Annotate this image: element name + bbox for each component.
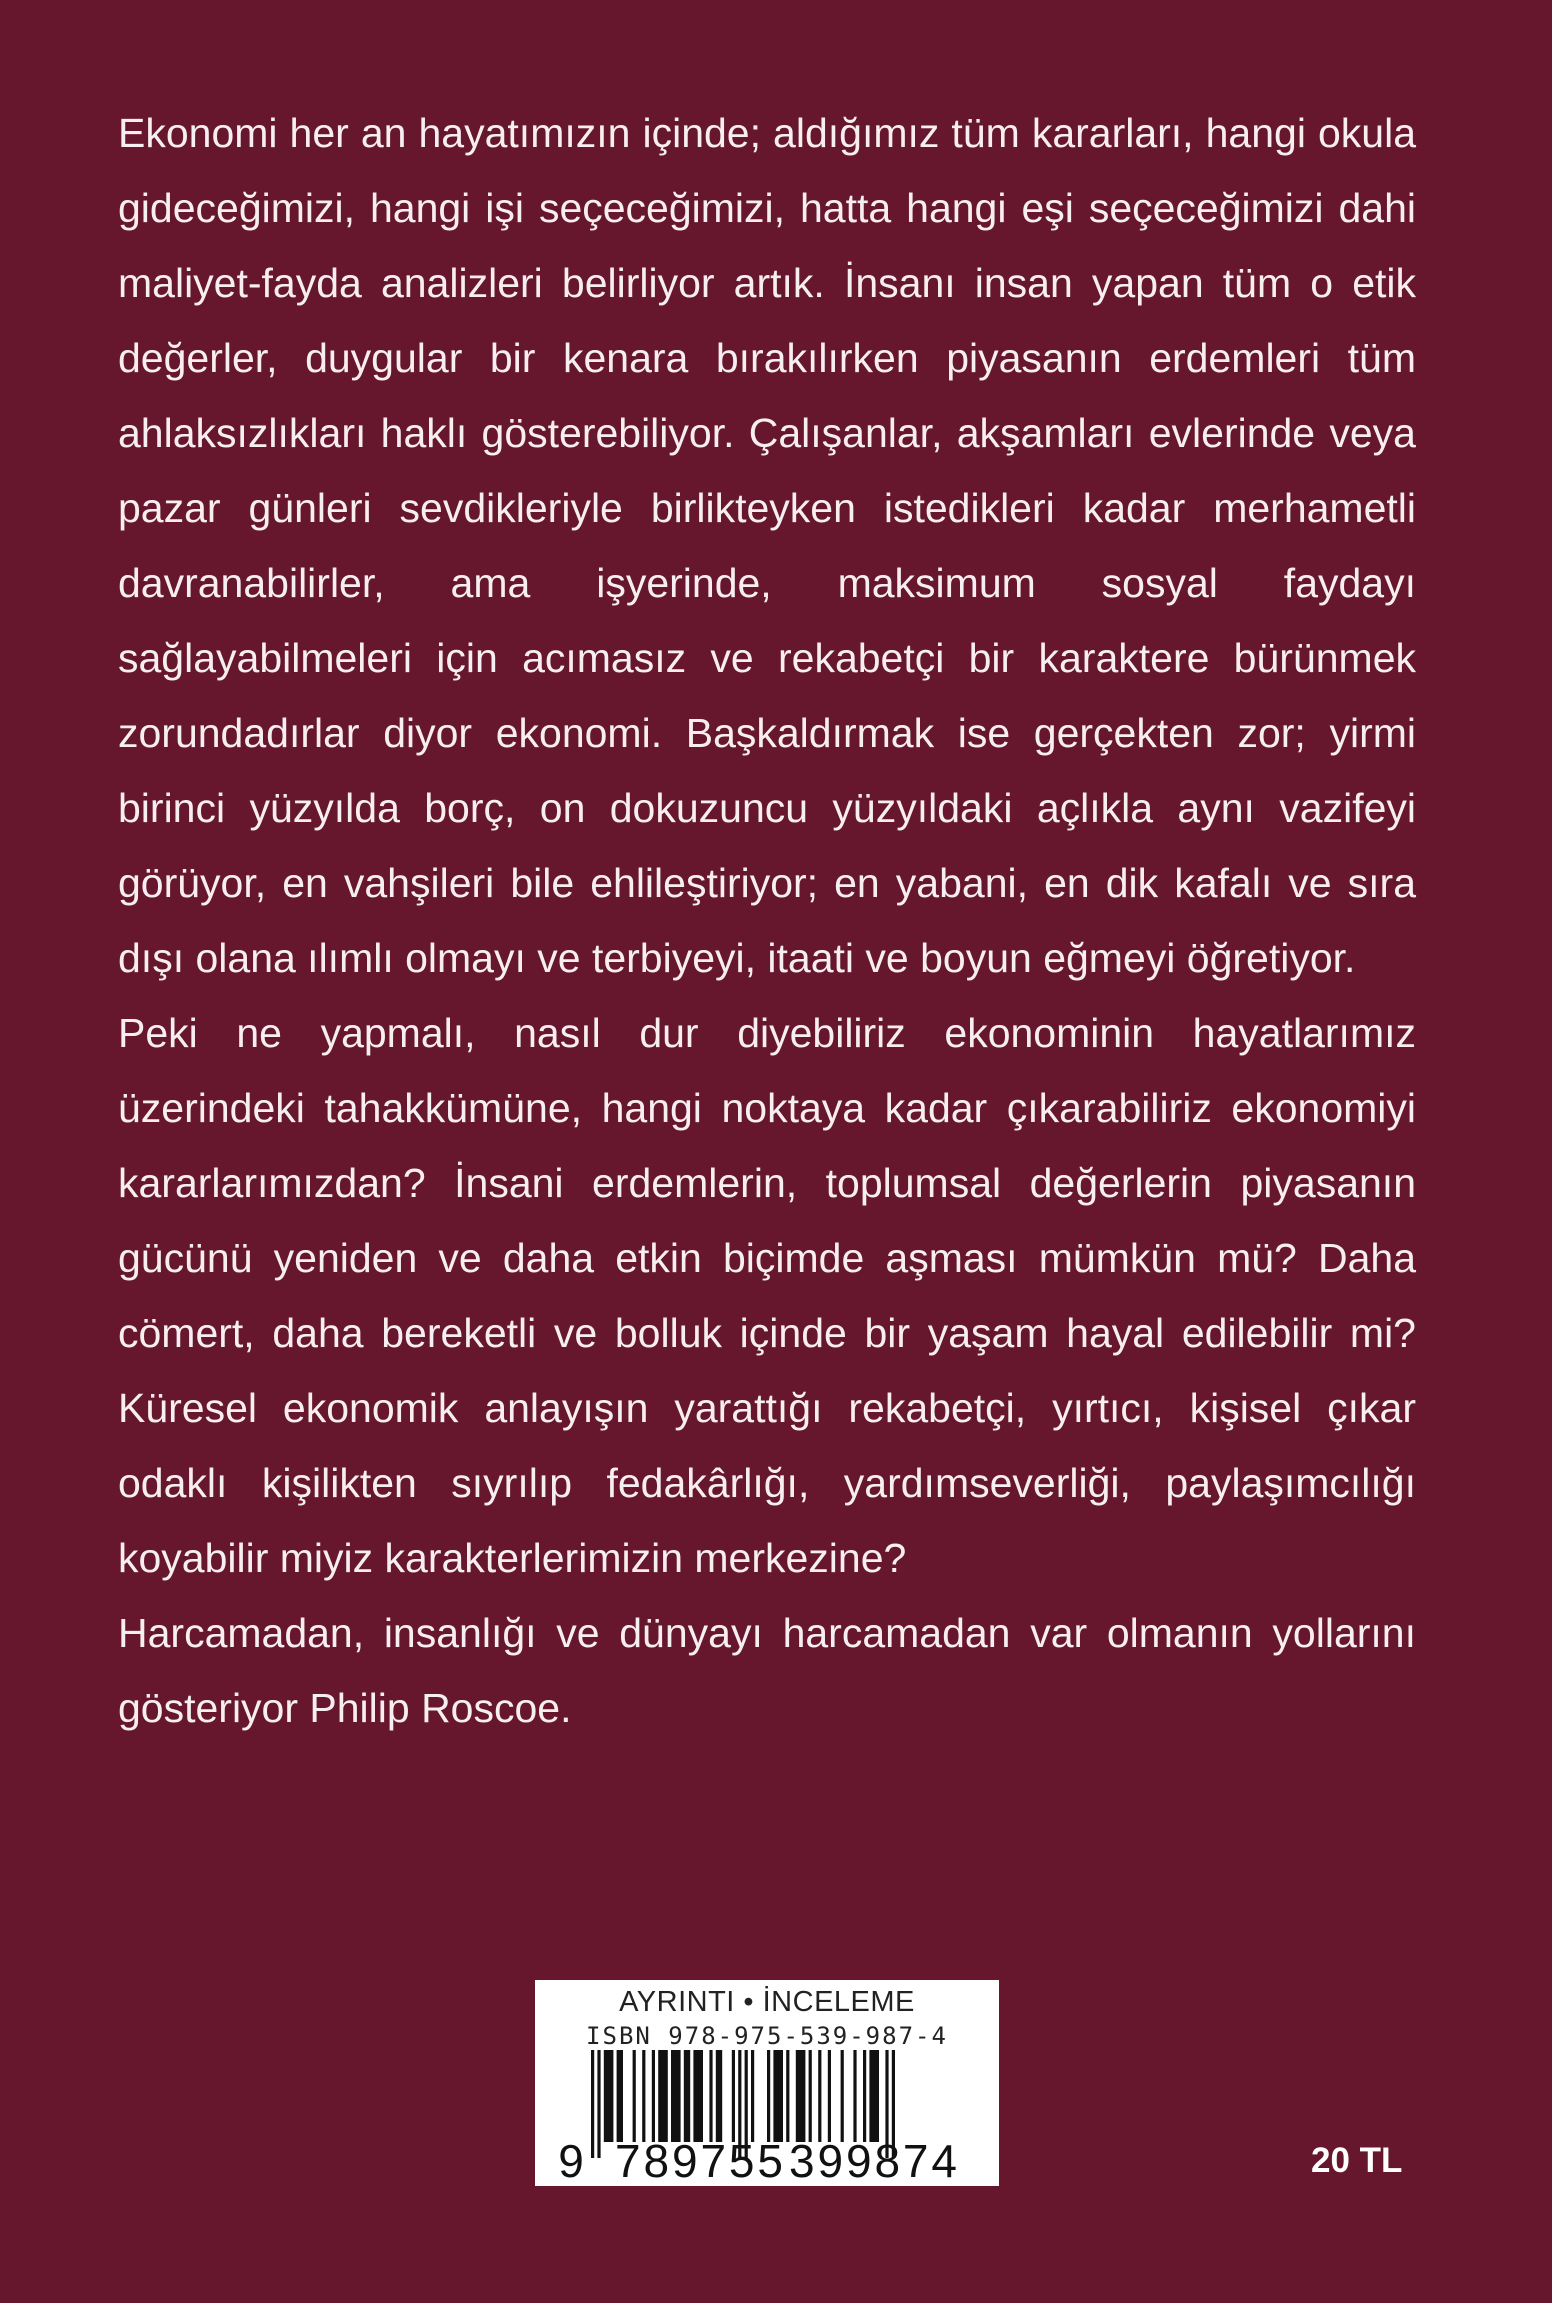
blurb-paragraph-3: Harcamadan, insanlığı ve dünyayı harcamadan var olmanın yollarını gösteriyor Philip Roscoe.: [118, 1610, 1416, 1731]
barcode-bar: [617, 2050, 623, 2142]
barcode-guard-bar: [591, 2050, 594, 2158]
price-label: 20 TL: [1311, 2141, 1403, 2180]
isbn-barcode-label: [535, 1980, 999, 2186]
blurb-paragraph-1: Ekonomi her an hayatımızın içinde; aldığımız tüm kararları, hangi okula gideceğimizi, hangi işi seçeceğimizi, hatta hangi eşi seçeceğimizi dahi maliyet-fayda analizleri belirliyor artık. İnsanı insan yapan tüm o etik değerler, duygular bir kenara bırakılırken piyasanın erdemleri tüm ahlaksızlıkları haklı gösterebiliyor. Çalışanlar, akşamları evlerinde veya pazar günleri sevdikleriyle birlikteyken istedikleri kadar merhametli davranabilirler, ama işyerinde, maksimum sosyal faydayı sağlayabilmeleri için acımasız ve rekabetçi bir karaktere bürünmek zorundadırlar diyor ekonomi. Başkaldırmak ise gerçekten zor; yirmi birinci yüzyılda borç, on dokuzuncu yüzyıldaki açlıkla aynı vazifeyi görüyor, en vahşileri bile ehlileştiriyor; en yabani, en dik kafalı ve sıra dışı olana ılımlı olmayı ve terbiyeyi, itaati ve boyun eğmeyi öğretiyor.: [118, 110, 1416, 981]
barcode-digits-left: 789755: [615, 2135, 783, 2186]
blurb-paragraph-2: Peki ne yapmalı, nasıl dur diyebiliriz ekonominin hayatlarımız üzerindeki tahakkümüne, hangi noktaya kadar çıkarabiliriz ekonomiyi kararlarımızdan? İnsani erdemlerin, toplumsal değerlerin piyasanın gücünü yeniden ve daha etkin biçimde aşması mümkün mü? Daha cömert, daha bereketli ve bolluk içinde bir yaşam hayal edilebilir mi? Küresel ekonomik anlayışın yarattığı rekabetçi, yırtıcı, kişisel çıkar odaklı kişilikten sıyrılıp fedakârlığı, yardımseverliği, paylaşımcılığı koyabilir miyiz karakterlerimizin merkezine?: [118, 1010, 1416, 1581]
publisher-series: AYRINTI • İNCELEME: [619, 1986, 915, 2018]
barcode-bar: [869, 2050, 879, 2142]
barcode-bar: [828, 2050, 831, 2142]
barcode-bar: [863, 2050, 866, 2142]
barcode-bar: [684, 2050, 690, 2142]
barcode-bar: [809, 2050, 812, 2142]
barcode-bar: [796, 2050, 806, 2142]
barcode-bar: [658, 2050, 668, 2142]
barcode-bar: [786, 2050, 789, 2142]
barcode-digit-lead: 9: [558, 2135, 584, 2186]
barcode-bar: [853, 2050, 856, 2142]
barcode-bar: [767, 2050, 770, 2142]
barcode-bar: [818, 2050, 821, 2142]
barcode-image: [535, 1980, 999, 2186]
barcode-bar: [751, 2050, 754, 2142]
barcode-bar: [652, 2050, 655, 2142]
isbn-number: ISBN 978-975-539-987-4: [586, 2022, 948, 2050]
barcode-digits-right: 399874: [789, 2135, 957, 2186]
barcode-bar: [633, 2050, 636, 2142]
barcode-bar: [709, 2050, 712, 2142]
barcode-bar: [732, 2050, 735, 2142]
barcode-bar: [841, 2050, 844, 2142]
barcode-guard-bar: [597, 2050, 600, 2158]
barcode-bar: [671, 2050, 681, 2142]
barcode-bar: [773, 2050, 783, 2142]
barcode-bar: [604, 2050, 614, 2142]
barcode-bar: [693, 2050, 703, 2142]
back-cover-blurb: [118, 96, 1416, 1746]
barcode-bar: [642, 2050, 645, 2142]
barcode-bar: [716, 2050, 722, 2142]
